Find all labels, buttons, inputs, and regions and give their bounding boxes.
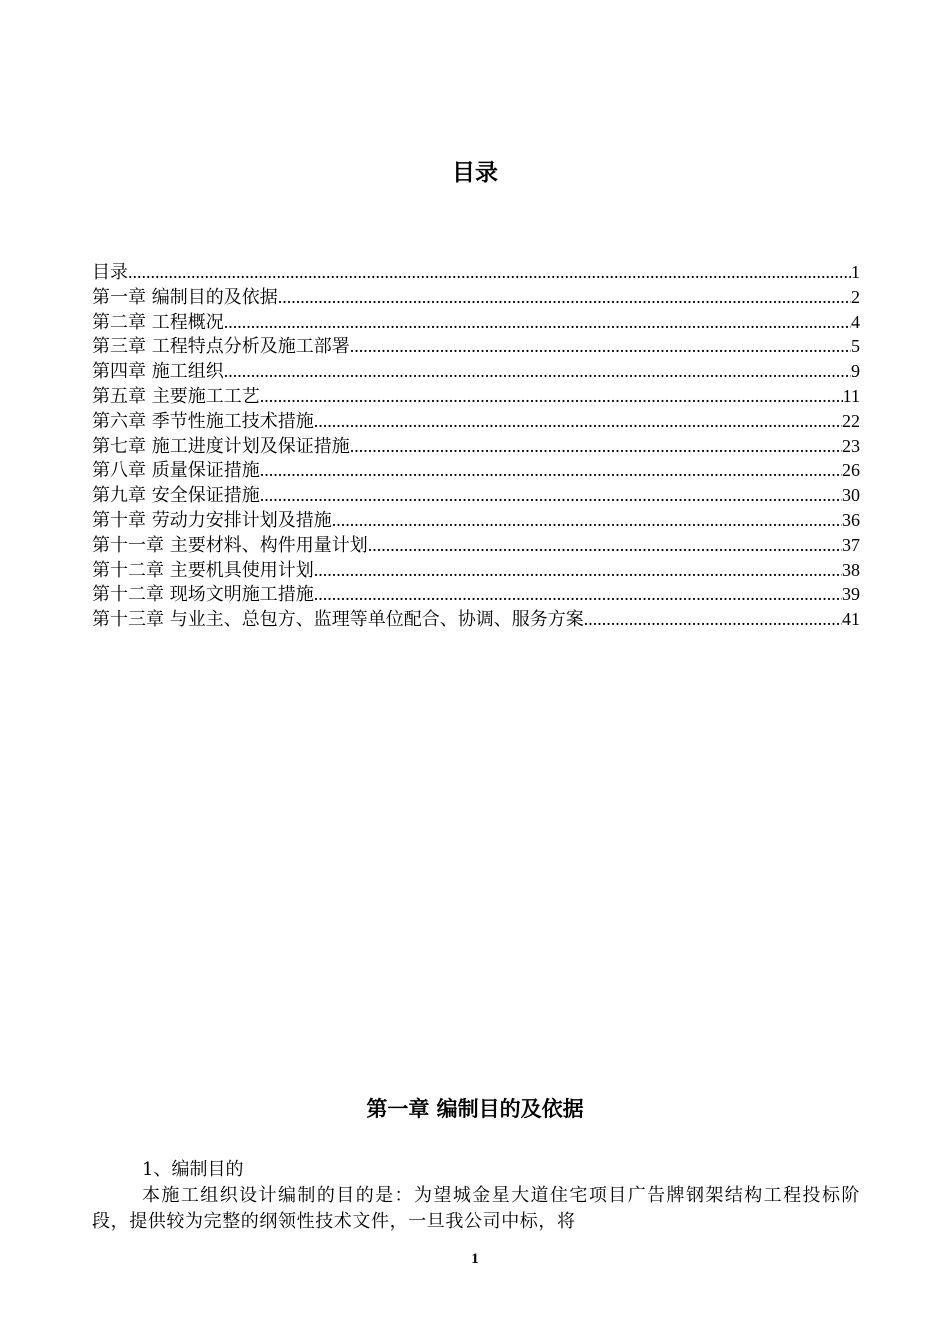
toc-entry[interactable] <box>92 558 860 583</box>
toc-entry-page: 30 <box>842 485 860 506</box>
page-number: 1 <box>471 1251 479 1267</box>
toc-entry-page: 4 <box>851 311 860 332</box>
toc-leader-dots <box>314 409 842 434</box>
toc-entry-page: 11 <box>842 385 860 406</box>
toc-leader-dots <box>224 310 851 335</box>
toc-entry-text: 第十二章 现场文明施工措施 <box>92 584 314 606</box>
toc-entry-text: 第十章 劳动力安排计划及措施 <box>92 509 332 531</box>
toc-leader-dots <box>314 582 842 607</box>
toc-entry[interactable] <box>92 508 860 533</box>
toc-entry-text: 第一章 编制目的及依据 <box>92 286 278 308</box>
toc-leader-dots <box>368 533 842 558</box>
toc-entry-text: 第十三章 与业主、总包方、监理等单位配合、协调、服务方案 <box>92 609 584 631</box>
toc-leader-dots <box>584 607 842 632</box>
toc-entry-page: 2 <box>851 286 860 307</box>
toc-entry-page: 9 <box>851 361 860 382</box>
toc-entry-text: 目录 <box>92 262 128 283</box>
toc-entry-page: 26 <box>842 460 860 481</box>
toc-entry-text: 第七章 施工进度计划及保证措施 <box>92 435 350 457</box>
toc-entry-text: 第六章 季节性施工技术措施 <box>92 410 314 432</box>
toc-entry-page: 39 <box>842 584 860 605</box>
toc-entry[interactable] <box>92 607 860 632</box>
toc-leader-dots <box>128 260 851 285</box>
toc-entry-text: 第九章 安全保证措施 <box>92 485 260 507</box>
toc-entry-page: 5 <box>851 336 860 357</box>
toc-entry-page: 37 <box>842 534 860 555</box>
toc-leader-dots <box>278 285 851 310</box>
toc-leader-dots <box>350 434 842 459</box>
toc-entry[interactable] <box>92 334 860 359</box>
toc-entry[interactable] <box>92 384 860 409</box>
toc-entry[interactable] <box>92 582 860 607</box>
toc-leader-dots <box>350 334 851 359</box>
toc-entry[interactable] <box>92 310 860 335</box>
toc-entry-page: 1 <box>851 262 860 282</box>
toc-entry-page: 41 <box>842 609 860 630</box>
toc-entry-page: 22 <box>842 410 860 431</box>
toc-entry-text: 第三章 工程特点分析及施工部署 <box>92 336 350 358</box>
toc-entry-page: 38 <box>842 559 860 580</box>
toc-entry[interactable] <box>92 409 860 434</box>
toc-entry-text: 第四章 施工组织 <box>92 361 224 383</box>
chapter-title: 第一章 编制目的及依据 <box>366 1097 584 1121</box>
toc-leader-dots <box>260 458 842 483</box>
toc-entry-page: 36 <box>842 509 860 530</box>
toc-entry[interactable] <box>92 359 860 384</box>
section-heading: 1、编制目的 <box>142 1159 244 1180</box>
toc-entry[interactable] <box>92 483 860 508</box>
toc-entry[interactable] <box>92 260 860 285</box>
toc-entry[interactable] <box>92 458 860 483</box>
toc-entry-text: 第十一章 主要材料、构件用量计划 <box>92 534 368 556</box>
toc-entry-text: 第十二章 主要机具使用计划 <box>92 559 314 581</box>
toc-entry[interactable] <box>92 434 860 459</box>
toc-leader-dots <box>260 384 843 409</box>
toc-entry[interactable] <box>92 285 860 310</box>
toc-leader-dots <box>332 508 842 533</box>
toc-entry-text: 第八章 质量保证措施 <box>92 460 260 482</box>
toc-title: 目录 <box>452 160 498 186</box>
toc-leader-dots <box>224 359 851 384</box>
body-paragraph: 本施工组织设计编制的目的是：为望城金星大道住宅项目广告牌钢架结构工程投标阶段，提供较为完整的纲领性技术文件，一旦我公司中标，将 <box>92 1185 860 1232</box>
toc-leader-dots <box>260 483 842 508</box>
toc-entry-text: 第五章 主要施工工艺 <box>92 385 260 407</box>
toc-leader-dots <box>314 558 842 583</box>
table-of-contents <box>92 260 860 632</box>
toc-entry-page: 23 <box>842 435 860 456</box>
toc-entry[interactable] <box>92 533 860 558</box>
toc-entry-text: 第二章 工程概况 <box>92 311 224 333</box>
